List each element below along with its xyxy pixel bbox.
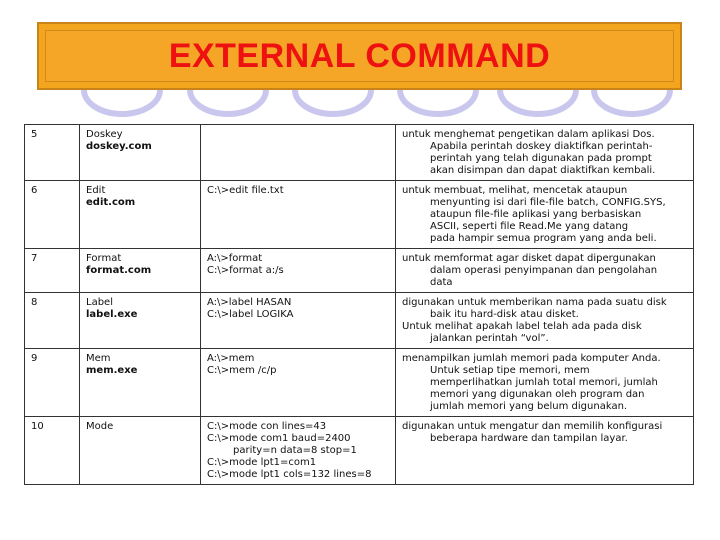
command-name: Doskey — [86, 129, 123, 140]
command-file: label.exe — [86, 309, 138, 320]
description-line: ataupun file-file aplikasi yang berbasiskan — [430, 209, 642, 220]
description-line: pada hampir semua program yang anda beli. — [430, 233, 657, 244]
description-line: baik itu hard-disk atau disket. — [430, 309, 579, 320]
command-example — [201, 349, 396, 417]
command-description — [396, 417, 694, 485]
description-line: untuk menghemat pengetikan dalam aplikasi Dos. — [402, 129, 655, 140]
title-banner — [37, 22, 682, 90]
example-line: C:\>edit file.txt — [207, 185, 284, 196]
table-row — [25, 125, 694, 181]
example-line: C:\>mode lpt1 cols=132 lines=8 — [207, 469, 372, 480]
command-name-cell — [80, 181, 201, 249]
description-line: digunakan untuk memberikan nama pada suatu disk — [402, 297, 667, 308]
example-line: parity=n data=8 stop=1 — [233, 445, 357, 456]
command-description — [396, 349, 694, 417]
command-name: Mode — [86, 421, 114, 432]
example-line: C:\>format a:/s — [207, 265, 284, 276]
description-line: data — [430, 277, 453, 288]
example-line: A:\>format — [207, 253, 263, 264]
command-name-cell — [80, 125, 201, 181]
command-name: Edit — [86, 185, 106, 196]
command-name: Label — [86, 297, 113, 308]
table-row — [25, 293, 694, 349]
command-name-cell — [80, 417, 201, 485]
page-title: EXTERNAL COMMAND — [168, 36, 551, 75]
example-line: C:\>mode con lines=43 — [207, 421, 327, 432]
table-row — [25, 181, 694, 249]
command-example — [201, 249, 396, 293]
command-description — [396, 181, 694, 249]
command-number: 10 — [25, 417, 80, 485]
command-file: mem.exe — [86, 365, 138, 376]
command-file: doskey.com — [86, 141, 152, 152]
command-description — [396, 293, 694, 349]
command-number: 9 — [25, 349, 80, 417]
description-line: jalankan perintah “vol”. — [430, 333, 549, 344]
command-name: Format — [86, 253, 122, 264]
description-line: Untuk melihat apakah label telah ada pada disk — [402, 321, 642, 332]
description-line: Apabila perintah doskey diaktifkan perintah- — [430, 141, 653, 152]
command-table — [24, 124, 694, 485]
table-row — [25, 417, 694, 485]
command-description — [396, 249, 694, 293]
description-line: menyunting isi dari file-file batch, CONFIG.SYS, — [430, 197, 666, 208]
command-description — [396, 125, 694, 181]
description-line: akan disimpan dan dapat diaktifkan kembali. — [430, 165, 656, 176]
description-line: untuk memformat agar disket dapat dipergunakan — [402, 253, 656, 264]
table-row — [25, 349, 694, 417]
title-banner-inner — [45, 30, 674, 82]
description-line: digunakan untuk mengatur dan memilih konfigurasi — [402, 421, 663, 432]
command-name-cell — [80, 293, 201, 349]
description-line: beberapa hardware dan tampilan layar. — [430, 433, 628, 444]
description-line: jumlah memori yang belum digunakan. — [430, 401, 628, 412]
command-example — [201, 417, 396, 485]
example-line: C:\>label LOGIKA — [207, 309, 294, 320]
command-number: 6 — [25, 181, 80, 249]
example-line: C:\>mode com1 baud=2400 — [207, 433, 351, 444]
description-line: dalam operasi penyimpanan dan pengolahan — [430, 265, 658, 276]
command-number: 7 — [25, 249, 80, 293]
description-line: memori yang digunakan oleh program dan — [430, 389, 645, 400]
table-row — [25, 249, 694, 293]
example-line: C:\>mem /c/p — [207, 365, 277, 376]
command-number: 8 — [25, 293, 80, 349]
description-line: untuk membuat, melihat, mencetak ataupun — [402, 185, 628, 196]
command-name-cell — [80, 249, 201, 293]
command-name: Mem — [86, 353, 111, 364]
command-number: 5 — [25, 125, 80, 181]
example-line: A:\>mem — [207, 353, 255, 364]
example-line: A:\>label HASAN — [207, 297, 292, 308]
command-file: format.com — [86, 265, 152, 276]
description-line: menampilkan jumlah memori pada komputer Anda. — [402, 353, 661, 364]
command-example — [201, 293, 396, 349]
description-line: Untuk setiap tipe memori, mem — [430, 365, 590, 376]
description-line: ASCII, seperti file Read.Me yang datang — [430, 221, 629, 232]
description-line: memperlihatkan jumlah total memori, jumlah — [430, 377, 658, 388]
command-example — [201, 181, 396, 249]
description-line: perintah yang telah digunakan pada prompt — [430, 153, 652, 164]
example-line: C:\>mode lpt1=com1 — [207, 457, 317, 468]
command-name-cell — [80, 349, 201, 417]
command-example — [201, 125, 396, 181]
command-file: edit.com — [86, 197, 136, 208]
